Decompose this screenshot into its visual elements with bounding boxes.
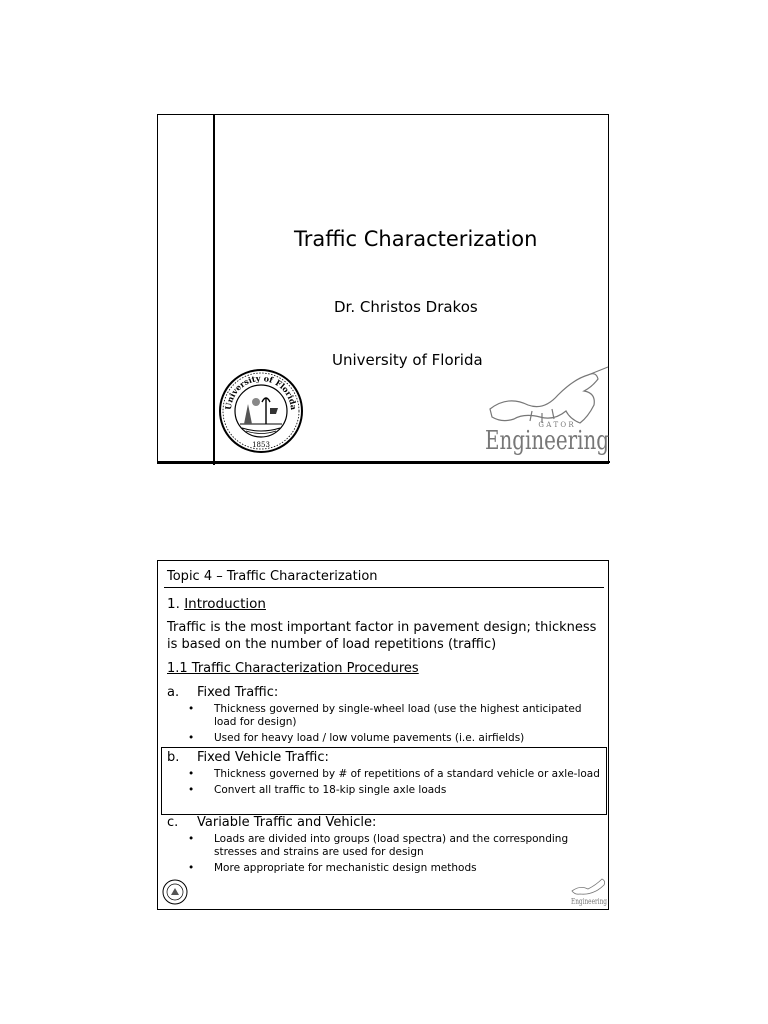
mini-gator-engineering-logo (570, 877, 608, 907)
item-a-bullets (184, 703, 604, 748)
slide-bottom-rule (158, 461, 610, 463)
item-b-heading (167, 750, 329, 765)
subsection-heading: 1.1 Traffic Characterization Procedures (167, 661, 419, 676)
svg-text:University of Florida: University of Florida (222, 372, 300, 411)
university-seal-logo (218, 368, 304, 454)
section-number: 1. (167, 596, 180, 612)
item-label: a. (167, 685, 180, 700)
item-b-bullets (184, 768, 604, 800)
list-item: • Used for heavy load / low volume pavements (i.e. airfields) (184, 732, 604, 745)
item-title: Fixed Vehicle Traffic: (197, 750, 329, 765)
intro-paragraph: Traffic is the most important factor in pavement design; thickness is based on the number of load repetitions (traffic) (167, 620, 597, 652)
slide-left-rule (213, 115, 215, 465)
item-label: b. (167, 750, 180, 765)
svg-text:Engineering: Engineering (571, 897, 607, 906)
list-item: • More appropriate for mechanistic design methods (184, 862, 604, 875)
section-heading (167, 596, 266, 612)
section-title: Introduction (184, 596, 266, 612)
topic-header: Topic 4 – Traffic Characterization (167, 569, 378, 584)
gator-engineering-logo (484, 365, 610, 461)
topic-divider (164, 587, 604, 588)
item-title: Variable Traffic and Vehicle: (197, 815, 377, 830)
author-name: Dr. Christos Drakos (334, 298, 478, 316)
svg-text:G A T O R: G A T O R (538, 421, 574, 429)
item-a-heading (167, 685, 278, 700)
list-item: • Convert all traffic to 18-kip single axle loads (184, 784, 604, 797)
list-item: • Thickness governed by single-wheel load (use the highest anticipated load for design) (184, 703, 604, 729)
list-item: • Loads are divided into groups (load spectra) and the corresponding stresses and strains are used for design (184, 833, 604, 859)
item-c-heading (167, 815, 376, 830)
svg-text:Engineering: Engineering (485, 426, 609, 456)
title-slide (157, 114, 609, 464)
mini-university-seal-logo (162, 879, 188, 905)
slide-title: Traffic Characterization (294, 227, 538, 251)
content-slide (157, 560, 609, 910)
university-name: University of Florida (332, 351, 483, 369)
item-c-bullets (184, 833, 604, 878)
svg-text:1853: 1853 (252, 441, 270, 449)
item-title: Fixed Traffic: (197, 685, 279, 700)
list-item: • Thickness governed by # of repetitions of a standard vehicle or axle-load (184, 768, 604, 781)
item-label: c. (167, 815, 179, 830)
